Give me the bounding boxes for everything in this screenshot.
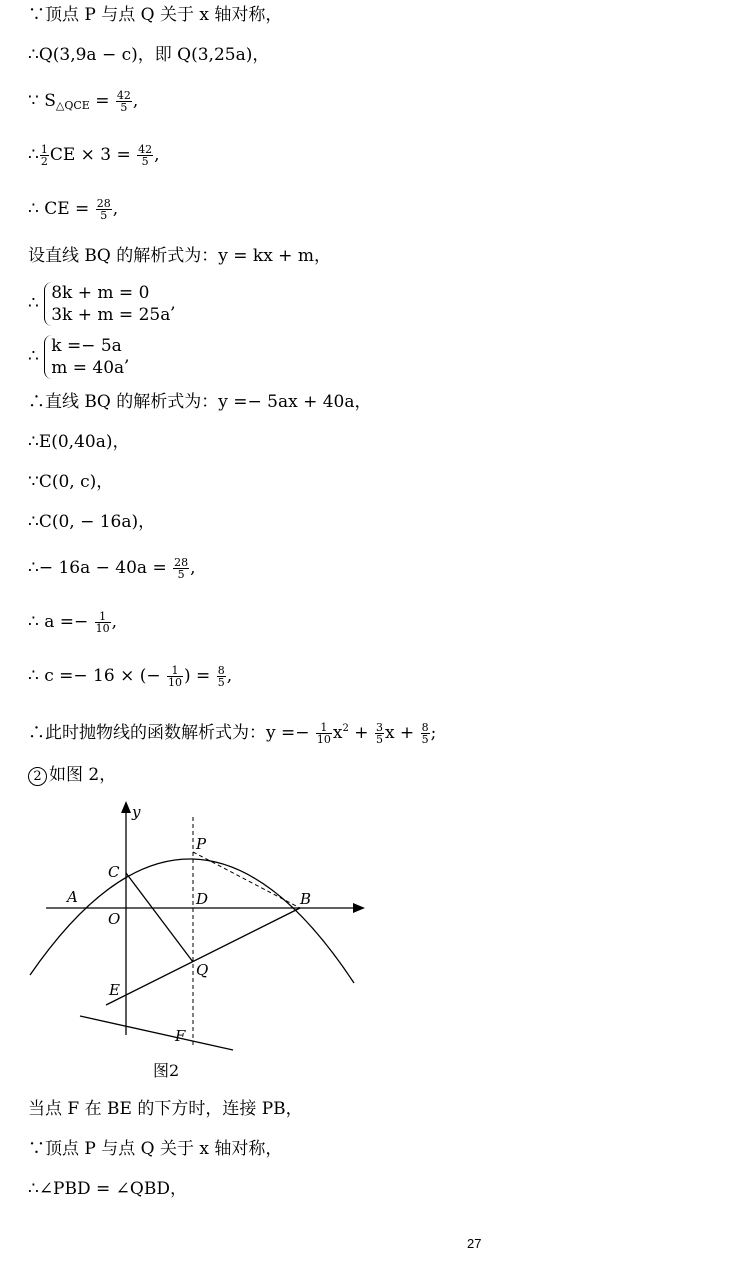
text-line-10: ∴E(0,40a)， <box>28 432 130 452</box>
text-line-17: 2 如图 2， <box>28 764 116 786</box>
figure-caption: 图2 <box>153 1061 180 1080</box>
parabola-curve <box>30 859 354 983</box>
text-line-6: 设直线 BQ 的解析式为：y = kx + m， <box>28 246 331 266</box>
y-axis-arrow-icon <box>121 801 131 813</box>
label-F: F <box>175 1027 186 1045</box>
text-line-5: ∴ CE = $\frac{28}{5}$ , <box>28 197 119 222</box>
text-line-1: ∵顶点 P 与点 Q 关于 x 轴对称， <box>28 5 283 25</box>
x-axis-arrow-icon <box>353 903 365 913</box>
label-P: P <box>196 835 207 853</box>
label-E: E <box>109 981 120 999</box>
text-line-20: ∴∠PBD = ∠QBD， <box>28 1179 187 1199</box>
text-line-12: ∴C(0, − 16a)， <box>28 512 156 532</box>
text-line-9: ∴直线 BQ 的解析式为：y =− 5ax + 40a， <box>28 392 372 412</box>
text-line-4: ∴ $\frac{1}{2}$ CE × 3 = $\frac{42}{5}$ , <box>28 143 160 168</box>
label-D: D <box>196 890 209 908</box>
text-line-11: ∵C(0, c)， <box>28 472 114 492</box>
label-Q: Q <box>196 961 209 979</box>
label-y: y <box>132 803 141 821</box>
segment-CQ <box>126 873 193 962</box>
text-line-2: ∴Q(3,9a − c)，即 Q(3,25a)， <box>28 45 270 65</box>
line-BE <box>106 908 300 1005</box>
circled-number: 2 <box>28 767 47 786</box>
text-line-7-system: ∴ 8k + m = 0 3k + m = 25a , <box>28 283 176 325</box>
text-line-16: ∴此时抛物线的函数解析式为：y =− $\frac{1}{10}$ $x^2$ + $\frac{3}{5}$ x + $\frac{8}{5}$ ; <box>28 721 437 746</box>
text-line-15: ∴ c =− 16 × (− $\frac{1}{10}$ ) = $\frac{8}{5}$ , <box>28 664 233 689</box>
text-line-8-system: ∴ k =− 5a m = 40a , <box>28 336 130 378</box>
label-B: B <box>300 890 312 908</box>
text-line-18: 当点 F 在 BE 的下方时，连接 PB， <box>28 1099 303 1119</box>
text-line-3: ∵ $S_{\triangle QCE}$ = $\frac{42}{5}$ , <box>28 89 139 114</box>
text-line-13: ∴− 16a − 40a = $\frac{28}{5}$ , <box>28 556 196 581</box>
text-line-19: ∵顶点 P 与点 Q 关于 x 轴对称， <box>28 1139 283 1159</box>
label-O: O <box>108 910 121 928</box>
label-A: A <box>67 888 78 906</box>
geometry-figure <box>28 795 373 1055</box>
text-line-14: ∴ a =− $\frac{1}{10}$ , <box>28 610 118 635</box>
page-number: 27 <box>467 1236 482 1251</box>
line-EF <box>80 1016 233 1050</box>
label-C: C <box>108 863 120 881</box>
